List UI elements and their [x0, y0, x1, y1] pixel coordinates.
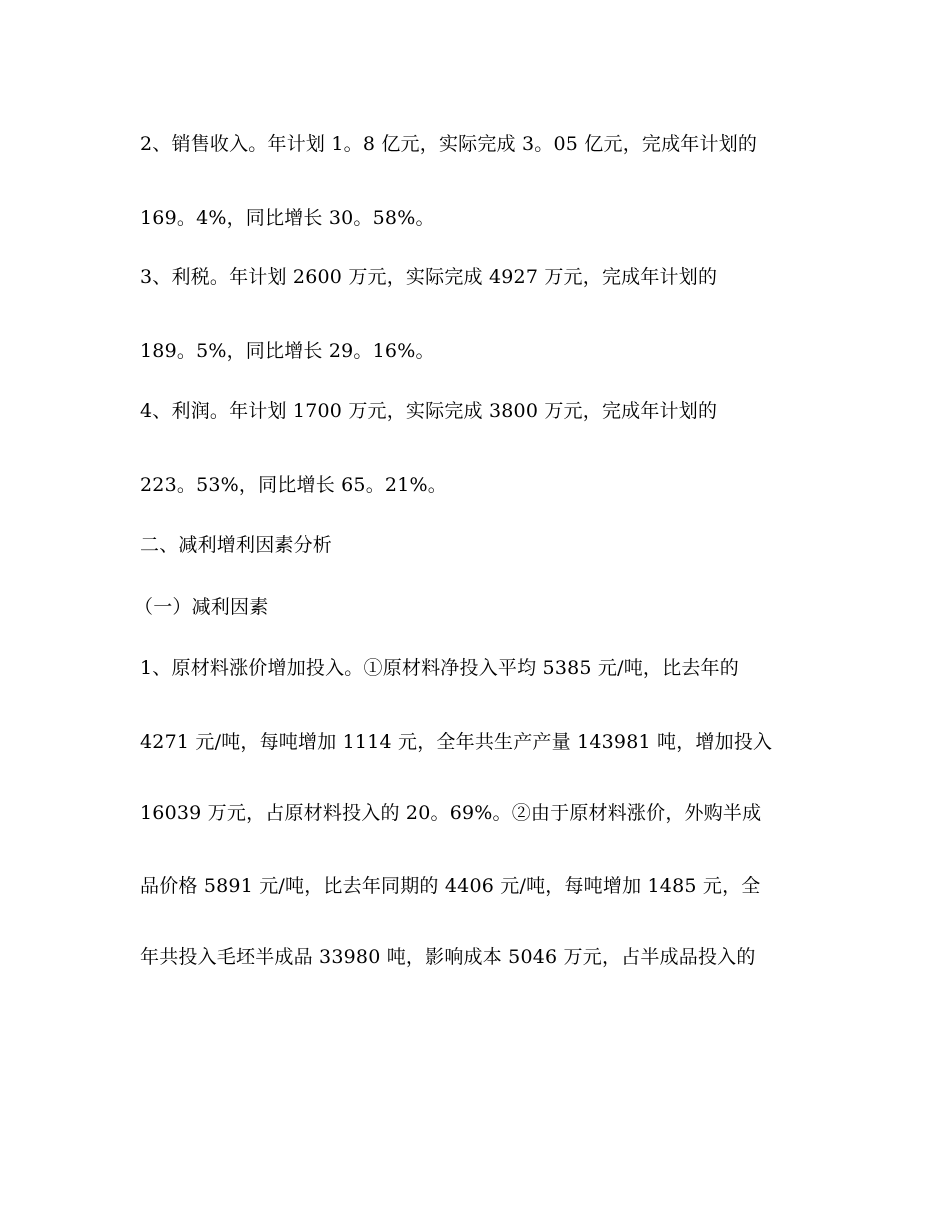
- paragraph-profit-tax-line-2: 189。5%，同比增长 29。16%。: [140, 340, 435, 362]
- paragraph-raw-material-line-1: 1、原材料涨价增加投入。①原材料净投入平均 5385 元/吨，比去年的: [140, 657, 739, 679]
- paragraph-sales-revenue-line-1: 2、销售收入。年计划 1。8 亿元，实际完成 3。05 亿元，完成年计划的: [140, 133, 758, 155]
- paragraph-profit-line-1: 4、利润。年计划 1700 万元，实际完成 3800 万元，完成年计划的: [140, 400, 718, 422]
- paragraph-sales-revenue-line-2: 169。4%，同比增长 30。58%。: [140, 207, 435, 229]
- paragraph-raw-material-line-2: 4271 元/吨，每吨增加 1114 元，全年共生产产量 143981 吨，增加投入: [140, 731, 773, 753]
- paragraph-raw-material-line-5: 年共投入毛坯半成品 33980 吨，影响成本 5046 万元，占半成品投入的: [140, 946, 756, 968]
- paragraph-profit-line-2: 223。53%，同比增长 65。21%。: [140, 474, 447, 496]
- paragraph-profit-tax-line-1: 3、利税。年计划 2600 万元，实际完成 4927 万元，完成年计划的: [140, 266, 718, 288]
- paragraph-raw-material-line-3: 16039 万元，占原材料投入的 20。69%。②由于原材料涨价，外购半成: [140, 802, 762, 824]
- paragraph-raw-material-line-4: 品价格 5891 元/吨，比去年同期的 4406 元/吨，每吨增加 1485 元，全: [140, 875, 761, 897]
- subsection-heading-reducing-factors: （一）减利因素: [134, 596, 269, 618]
- section-heading-factor-analysis: 二、减利增利因素分析: [140, 534, 333, 556]
